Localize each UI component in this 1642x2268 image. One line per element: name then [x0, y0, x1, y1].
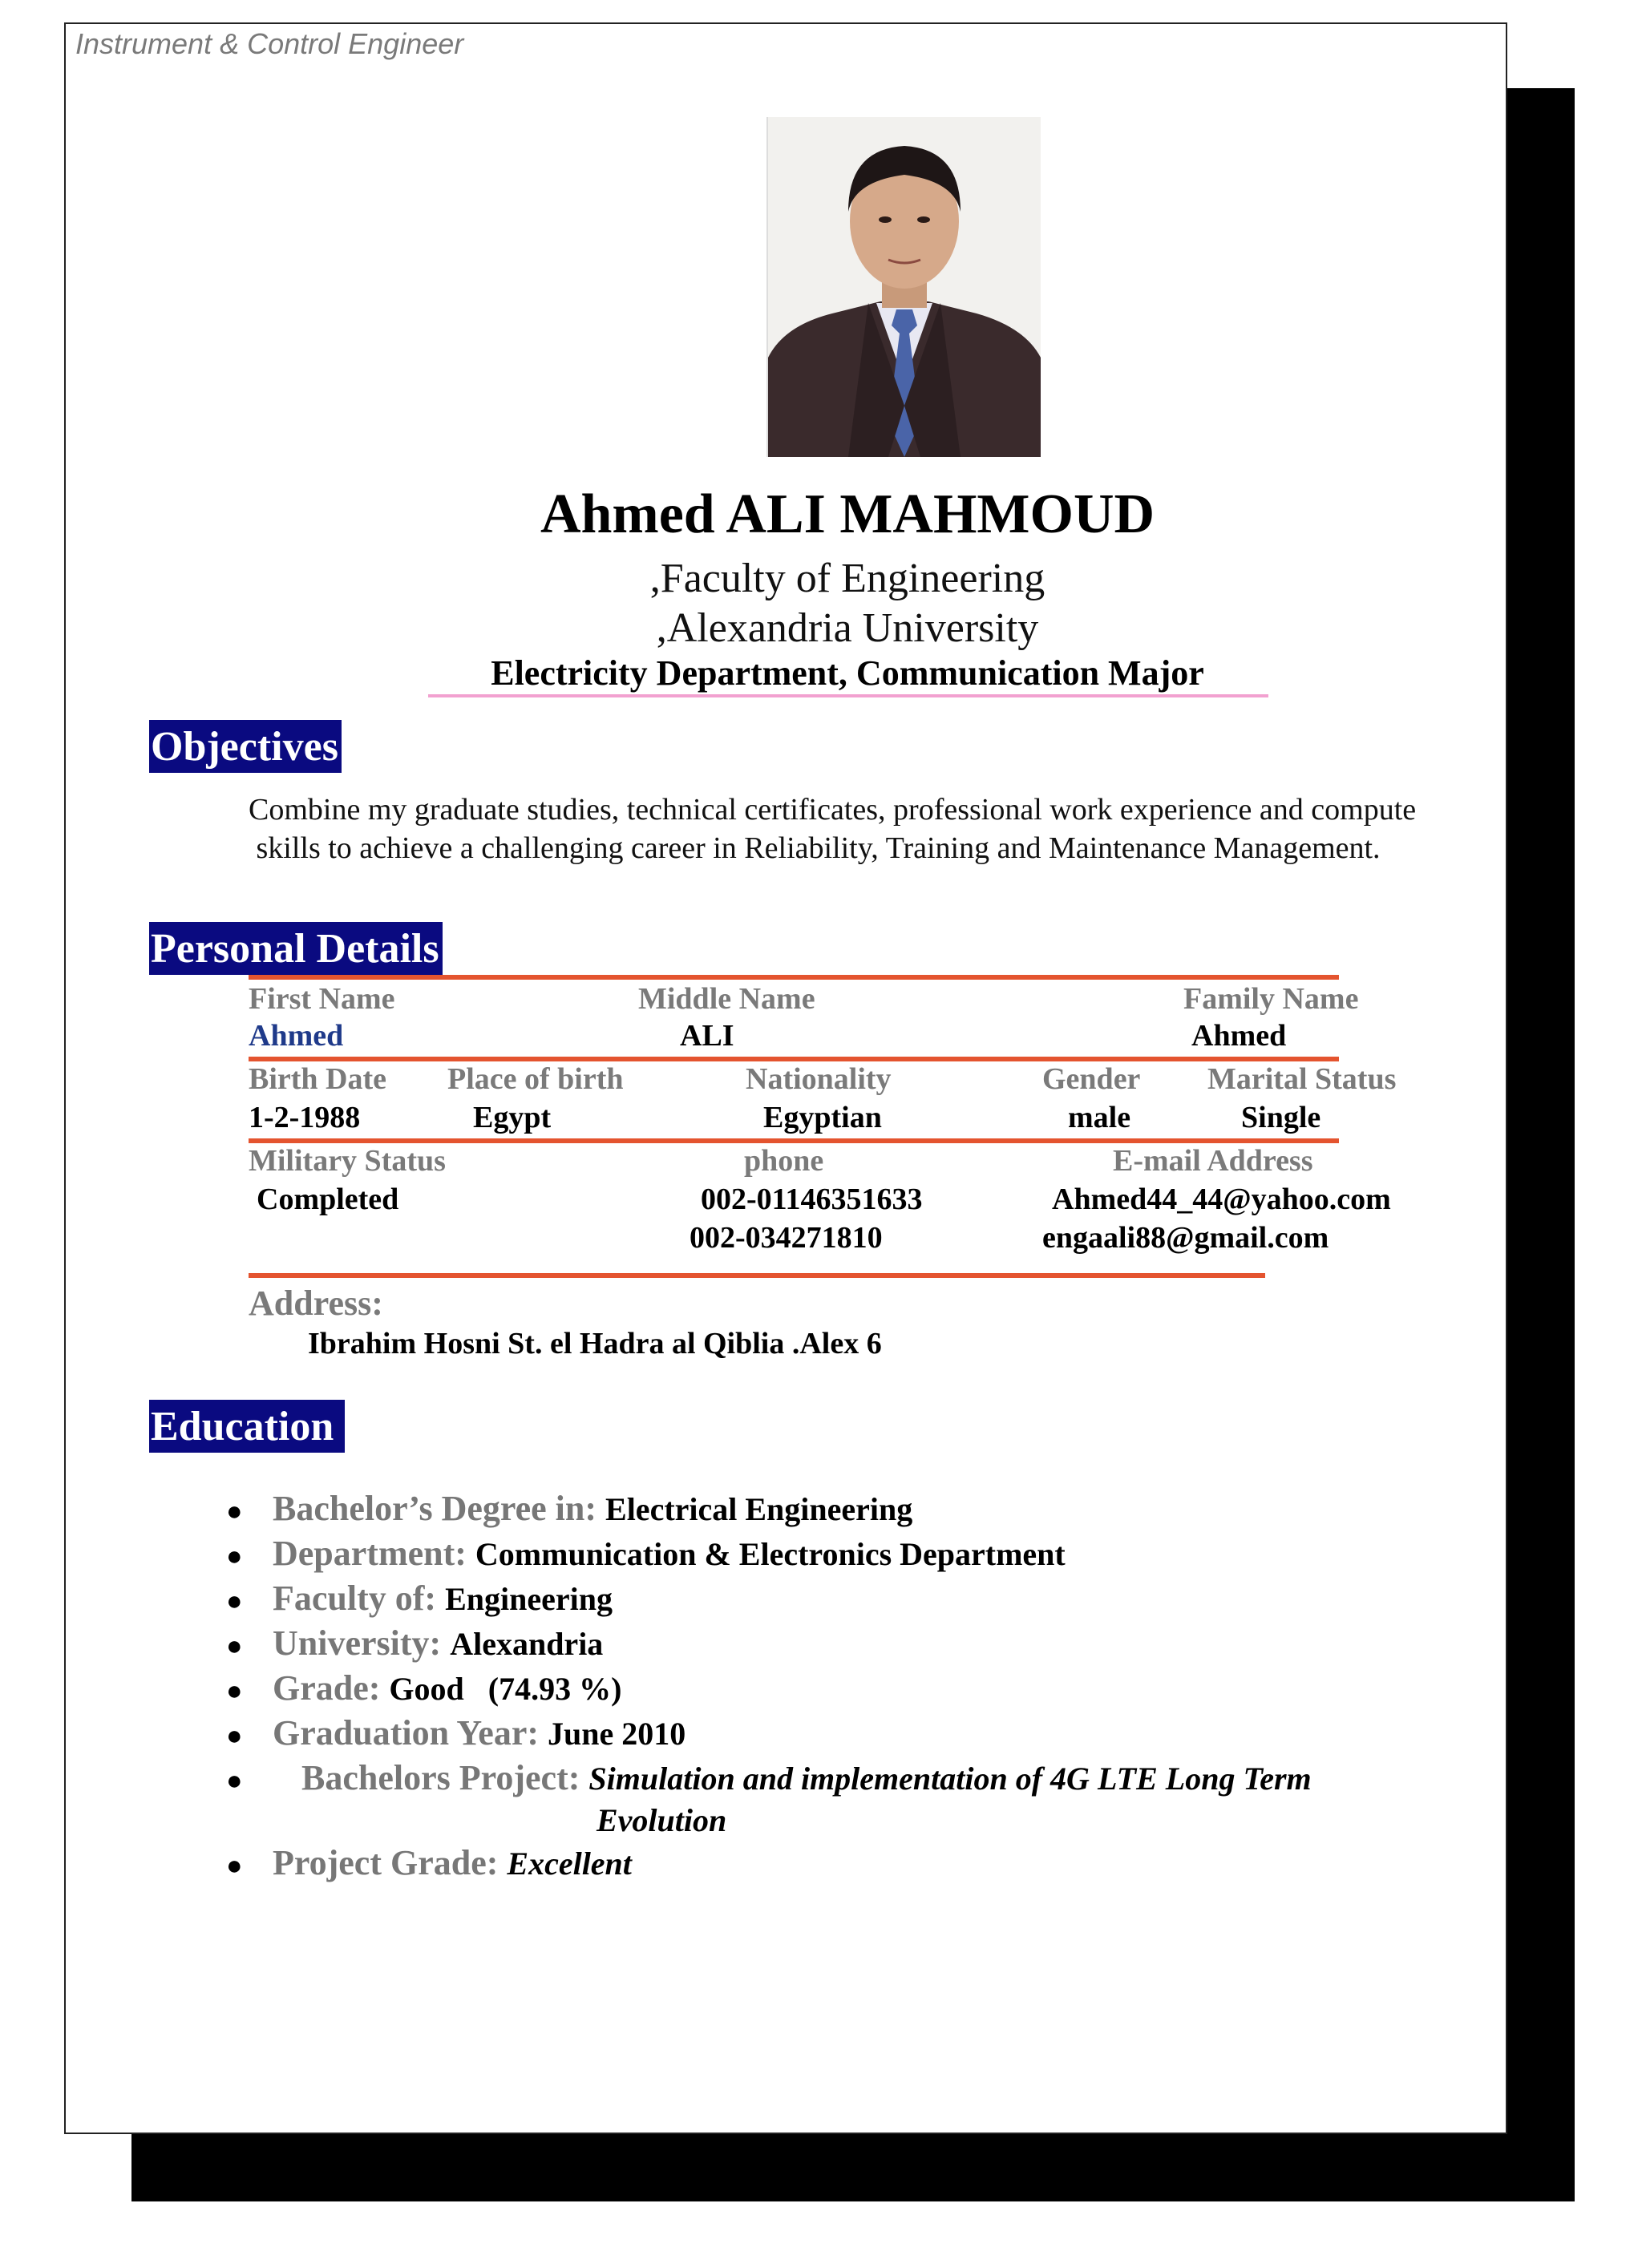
- faculty-line: ,Faculty of Engineering: [649, 556, 1045, 601]
- bullet-dot-icon: ●: [226, 1765, 243, 1796]
- department-line: Electricity Department, Communication Major: [491, 653, 1204, 693]
- divider-4: [249, 1273, 1265, 1278]
- edu-label: Project Grade:: [273, 1843, 499, 1882]
- edu-value: Good (74.93 %): [389, 1671, 622, 1707]
- edu-label: Faculty of:: [273, 1579, 437, 1618]
- bullet-dot-icon: ●: [226, 1586, 243, 1616]
- objective-text: [249, 790, 1507, 867]
- label-first-name: First Name: [249, 982, 395, 1016]
- edu-label: Graduation Year:: [273, 1713, 540, 1753]
- profile-photo: [766, 117, 1041, 457]
- edu-value: Alexandria: [450, 1626, 604, 1662]
- edu-value: Simulation and implementation of 4G LTE Long Term: [588, 1761, 1312, 1797]
- edu-value: Engineering: [445, 1581, 613, 1617]
- divider-pink: [428, 694, 1268, 697]
- header-role: Instrument & Control Engineer: [75, 27, 464, 60]
- objective-line-2: skills to achieve a challenging career in Reliability, Training and Maintenance Management.: [249, 831, 1381, 865]
- label-marital-status: Marital Status: [1207, 1062, 1397, 1096]
- value-phone-1: 002-01146351633: [701, 1183, 923, 1216]
- value-email-1: Ahmed44_44@yahoo.com: [1052, 1183, 1391, 1216]
- label-email: E-mail Address: [1113, 1144, 1313, 1178]
- edu-item-graduation-year: [226, 1712, 686, 1753]
- label-address: Address:: [249, 1284, 383, 1323]
- bullet-dot-icon: ●: [226, 1850, 243, 1881]
- value-family-name: Ahmed: [1191, 1019, 1287, 1053]
- edu-value: June 2010: [548, 1716, 686, 1752]
- label-military-status: Military Status: [249, 1144, 446, 1178]
- label-birth-date: Birth Date: [249, 1062, 387, 1096]
- value-first-name: Ahmed: [249, 1019, 344, 1053]
- edu-label: Bachelor’s Degree in:: [273, 1489, 597, 1528]
- edu-item-project: [226, 1757, 1312, 1798]
- label-nationality: Nationality: [746, 1062, 892, 1096]
- edu-item-project-cont: [597, 1799, 726, 1840]
- value-military-status: Completed: [257, 1183, 399, 1216]
- bullet-dot-icon: ●: [226, 1496, 243, 1526]
- label-phone: phone: [744, 1144, 824, 1178]
- label-gender: Gender: [1042, 1062, 1141, 1096]
- value-email-2: engaali88@gmail.com: [1042, 1221, 1329, 1255]
- section-education: Education: [149, 1400, 345, 1453]
- label-family-name: Family Name: [1183, 982, 1359, 1016]
- edu-item-grade: [226, 1668, 621, 1708]
- section-personal-details: Personal Details: [149, 922, 443, 975]
- value-middle-name: ALI: [680, 1019, 734, 1053]
- edu-label: Department:: [273, 1534, 467, 1573]
- bullet-dot-icon: ●: [226, 1631, 243, 1661]
- edu-item-department: [226, 1533, 1066, 1574]
- value-marital-status: Single: [1241, 1101, 1321, 1134]
- value-gender: male: [1068, 1101, 1131, 1134]
- label-place-of-birth: Place of birth: [447, 1062, 624, 1096]
- bullet-dot-icon: ●: [226, 1720, 243, 1751]
- value-place-of-birth: Egypt: [473, 1101, 552, 1134]
- label-middle-name: Middle Name: [638, 982, 815, 1016]
- edu-item-faculty: [226, 1578, 613, 1619]
- value-phone-2: 002-034271810: [690, 1221, 883, 1255]
- edu-value: Excellent: [507, 1846, 632, 1882]
- divider-1: [249, 975, 1339, 980]
- objective-line-1: Combine my graduate studies, technical certificates, professional work experience and compute: [249, 793, 1417, 827]
- portrait-image: [768, 117, 1041, 457]
- edu-value: Evolution: [597, 1802, 727, 1838]
- edu-label: Bachelors Project:: [301, 1758, 580, 1797]
- edu-item-project-grade: [226, 1842, 632, 1883]
- university-line: ,Alexandria University: [656, 605, 1039, 651]
- edu-item-degree: [226, 1488, 912, 1529]
- value-birth-date: 1-2-1988: [249, 1101, 361, 1134]
- full-name: Ahmed ALI MAHMOUD: [540, 483, 1155, 545]
- edu-label: Grade:: [273, 1668, 381, 1708]
- edu-item-university: [226, 1623, 603, 1664]
- value-address: Ibrahim Hosni St. el Hadra al Qiblia .Alex 6: [308, 1327, 882, 1360]
- edu-value: Electrical Engineering: [605, 1491, 913, 1527]
- edu-label: University:: [273, 1623, 442, 1663]
- edu-value: Communication & Electronics Department: [475, 1536, 1066, 1572]
- section-objectives: Objectives: [149, 720, 342, 773]
- bullet-dot-icon: ●: [226, 1676, 243, 1706]
- resume-page: [64, 22, 1507, 2134]
- value-nationality: Egyptian: [763, 1101, 882, 1134]
- bullet-dot-icon: ●: [226, 1541, 243, 1571]
